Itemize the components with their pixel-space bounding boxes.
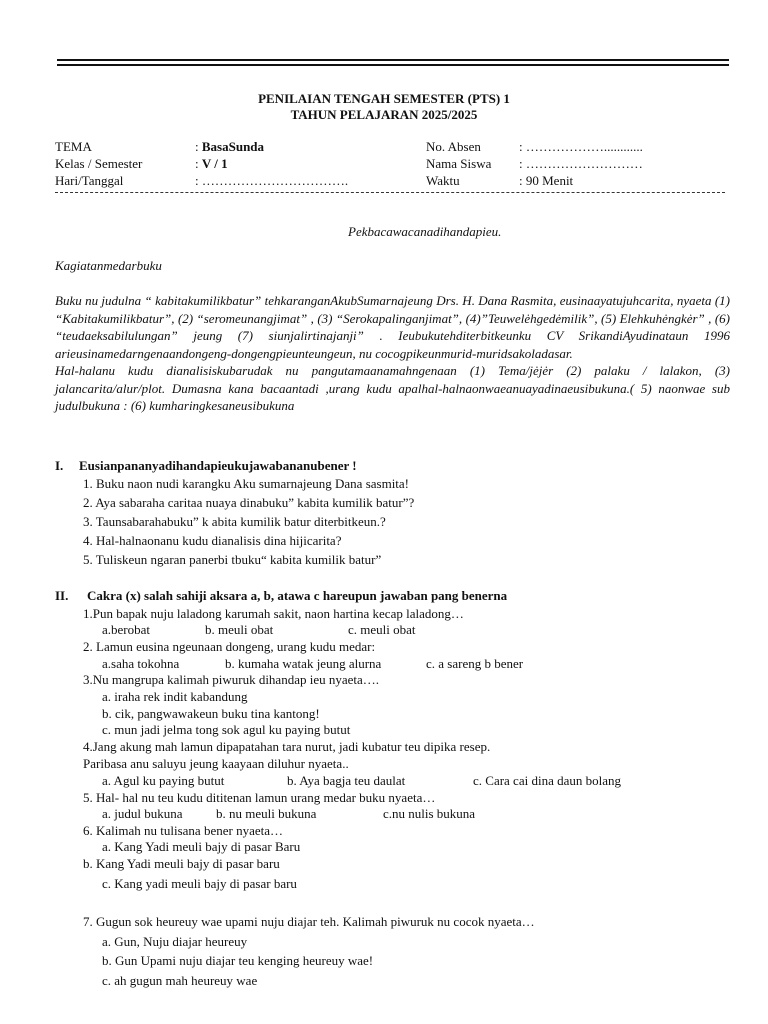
mc-q4-option-b: b. Aya bagja teu daulat xyxy=(287,773,406,788)
mc-q5-option-c: c.nu nulis bukuna xyxy=(383,806,476,821)
nama-label: Nama Siswa xyxy=(426,156,492,171)
mc-q6-option-c: c. Kang yadi meuli bajy di pasar baru xyxy=(102,876,297,891)
top-rule-1 xyxy=(57,59,729,61)
exam-year: TAHUN PELAJARAN 2025/2025 xyxy=(290,107,478,122)
mc-question-6: 6. Kalimah nu tulisana bener nyaeta… xyxy=(83,823,283,838)
tema-label: TEMA xyxy=(55,139,92,154)
mc-q3-option-a: a. iraha rek indit kabandung xyxy=(102,689,248,704)
absen-value: : ………………............ xyxy=(519,139,643,154)
mc-q6-option-a: a. Kang Yadi meuli bajy di pasar Baru xyxy=(102,839,301,854)
waktu-value: : 90 Menit xyxy=(519,173,574,188)
hari-label: Hari/Tanggal xyxy=(55,173,124,188)
activity-heading: Kagiatanmedarbuku xyxy=(55,258,162,273)
mc-q7-option-b: b. Gun Upami nuju diajar teu kenging heureuy wae! xyxy=(102,953,374,968)
mc-q2-option-c: c. a sareng b bener xyxy=(426,656,524,671)
reading-instruction: Pekbacawacanadihandapieu. xyxy=(348,224,502,239)
mc-q5-option-a: a. judul bukuna xyxy=(102,806,183,821)
header-divider xyxy=(55,192,725,193)
kelas-label: Kelas / Semester xyxy=(55,156,143,171)
tema-value: : BasaSunda xyxy=(195,139,265,154)
mc-question-4-line2: Paribasa anu saluyu jeung kaayaan diluhur nyaeta.. xyxy=(83,756,349,771)
essay-question-5: 5. Tuliskeun ngaran panerbi tbuku“ kabita kumilik batur” xyxy=(83,552,382,567)
mc-q4-option-a: a. Agul ku paying butut xyxy=(102,773,225,788)
mc-q3-option-b: b. cik, pangwawakeun buku tina kantong! xyxy=(102,706,320,721)
section-1-heading: I. Eusianpananyadihandapieukujawabananubener ! xyxy=(55,458,357,473)
mc-question-4: 4.Jang akung mah lamun dipapatahan tara nurut, jadi kubatur teu dipika resep. xyxy=(83,739,491,754)
kelas-value: : V / 1 xyxy=(195,156,228,171)
mc-q1-option-a: a.berobat xyxy=(102,622,151,637)
mc-q7-option-a: a. Gun, Nuju diajar heureuy xyxy=(102,934,248,949)
mc-q2-option-b: b. kumaha watak jeung alurna xyxy=(225,656,382,671)
mc-q1-option-c: c. meuli obat xyxy=(348,622,416,637)
essay-question-4: 4. Hal-halnaonanu kudu dianalisis dina hijicarita? xyxy=(83,533,342,548)
mc-q3-option-c: c. mun jadi jelma tong sok agul ku paying butut xyxy=(102,722,351,737)
mc-question-2: 2. Lamun eusina ngeunaan dongeng, urang kudu medar: xyxy=(83,639,376,654)
section-2-heading: II. Cakra (x) salah sahiji aksara a, b, atawa c hareupun jawaban pang benerna xyxy=(55,588,508,603)
mc-q2-option-a: a.saha tokohna xyxy=(102,656,180,671)
waktu-label: Waktu xyxy=(426,173,460,188)
mc-q6-option-b: b. Kang Yadi meuli bajy di pasar baru xyxy=(83,856,280,871)
reading-paragraph-2: Hal-halanu kudu dianalisiskubarudak nu pangutamaanamahngenaan (1) Tema/jėjėr (2) palaku / lalakon, (3) jalancarita/alur/plot. Dumasna kana bacaantadi ,urang kudu apalhal-halnaonwaeanuayadinaeusibukuna.( 5) naonwae sub judulbukuna : (6) kumharingkesaneusibukuna xyxy=(55,363,730,413)
nama-value: : ……………………… xyxy=(519,156,643,171)
top-rule-2 xyxy=(57,64,729,66)
mc-question-7: 7. Gugun sok heureuy wae upami nuju diajar teh. Kalimah piwuruk nu cocok nyaeta… xyxy=(83,914,535,929)
reading-paragraph-1: Buku nu judulna “ kabitakumilikbatur” tehkaranganAkubSumarnajeung Drs. H. Dana Rasmita, eusinaayatujuhcarita, nyaeta (1) “Kabitakumilikbatur”, (2) “seromeunangjimat” , (3) “Serokapalinganjimat”, (4)”Teuwelėhgedėmilik”, (5) Elehkuhėngkėr” , (6) “teudaeksabilulungan” jeung (7) siunjalirtinajanji” . Ieubukutehditerbitkeunku CV SrikandiAyudinataun 1996 arieusinamedarngenaandongeng-dongengpieunteungeun, nu cocogpikeunmurid-muridsakoladasar. xyxy=(55,293,730,361)
essay-question-1: 1. Buku naon nudi karangku Aku sumarnajeung Dana sasmita! xyxy=(83,476,410,491)
mc-question-5: 5. Hal- hal nu teu kudu dititenan lamun urang medar buku nyaeta… xyxy=(83,790,436,805)
exam-title: PENILAIAN TENGAH SEMESTER (PTS) 1 xyxy=(258,91,510,106)
mc-q1-option-b: b. meuli obat xyxy=(205,622,274,637)
mc-q7-option-c: c. ah gugun mah heureuy wae xyxy=(102,973,258,988)
essay-question-2: 2. Aya sabaraha caritaa nuaya dinabuku” kabita kumilik batur”? xyxy=(83,495,415,510)
reading-passage xyxy=(55,292,730,415)
essay-question-3: 3. Taunsabarahabuku” k abita kumilik batur diterbitkeun.? xyxy=(83,514,386,529)
absen-label: No. Absen xyxy=(426,139,481,154)
mc-q5-option-b: b. nu meuli bukuna xyxy=(216,806,317,821)
mc-q4-option-c: c. Cara cai dina daun bolang xyxy=(473,773,621,788)
mc-question-3: 3.Nu mangrupa kalimah piwuruk dihandap ieu nyaeta…. xyxy=(83,672,380,687)
mc-question-1: 1.Pun bapak nuju laladong karumah sakit, naon hartina kecap laladong… xyxy=(83,606,464,621)
hari-value: : ……………………………. xyxy=(195,173,349,188)
